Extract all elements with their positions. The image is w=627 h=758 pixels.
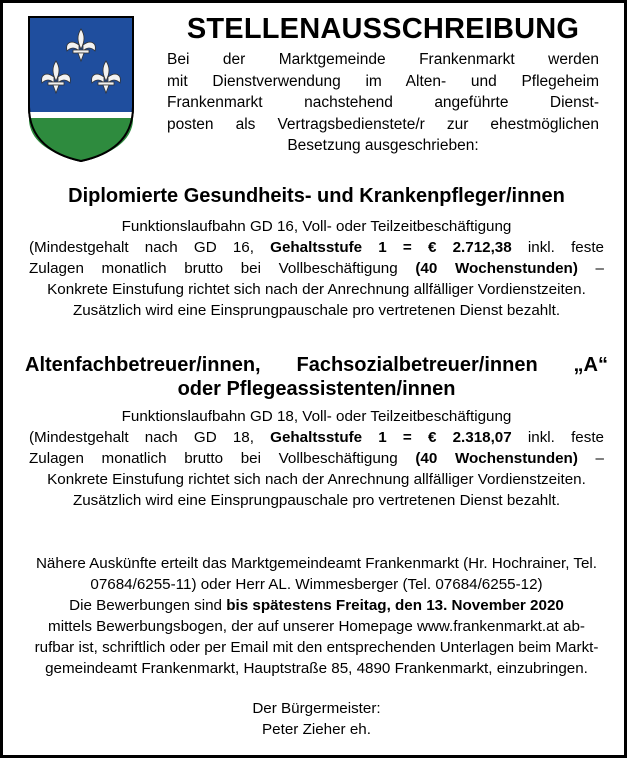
text-span: inkl. feste [511,239,604,256]
position-2-title-line: Altenfachbetreuer/innen, Fachsozialbetreuer/innen „A“ [25,354,608,376]
intro-line: Besetzung ausgeschrieben: [287,137,479,154]
position-2-line [29,448,604,469]
position-2-line: Funktionslaufbahn GD 18, Voll- oder Teilzeitbeschäftigung [121,408,512,425]
text-span: Zulagen monatlich brutto bei Vollbeschäftigung [29,260,416,277]
salary-highlight: Gehaltsstufe 1 = € 2.318,07 [270,429,512,446]
hours-highlight: (40 Wochenstunden) [415,450,578,467]
position-2-line: Zusätzlich wird eine Einsprungpauschale pro vertretenen Dienst bezahlt. [72,492,561,509]
contact-line: 07684/6255-11) oder Herr AL. Wimmesberger (Tel. 07684/6255-12) [90,576,543,593]
position-2-line: Konkrete Einstufung richtet sich nach der Anrechnung allfälliger Vordienstzeiten. [47,471,586,488]
contact-line: rufbar ist, schriftlich oder per Email mit den entsprechenden Unterlagen beim Markt- [34,639,599,656]
intro-line: Frankenmarkt nachstehend angeführte Dienst- [167,94,599,111]
contact-line: gemeindeamt Frankenmarkt, Hauptstraße 85, 4890 Frankenmarkt, einzubringen. [45,660,588,677]
intro-paragraph [167,49,599,157]
position-1-line: Zusätzlich wird eine Einsprungpauschale pro vertretenen Dienst bezahlt. [72,302,561,319]
position-2-title-line: oder Pflegeassistenten/innen [177,378,456,400]
contact-line: mittels Bewerbungsbogen, der auf unserer Homepage www.frankenmarkt.at ab- [48,618,585,635]
contact-line [33,595,600,616]
position-1-line: Konkrete Einstufung richtet sich nach der Anrechnung allfälliger Vordienstzeiten. [47,281,586,298]
text-span: – [577,450,604,467]
salary-highlight: Gehaltsstufe 1 = € 2.712,38 [270,239,512,256]
signature-role: Der Bürgermeister: [252,700,381,717]
text-span: inkl. feste [511,429,604,446]
text-span: – [577,260,604,277]
deadline-highlight: bis spätestens Freitag, den 13. November 2020 [226,597,564,614]
contact-info [33,553,600,679]
intro-line: posten als Vertragsbedienstete/r zur ehestmöglichen [167,115,599,133]
position-2-line [29,427,604,448]
intro-line: Bei der Marktgemeinde Frankenmarkt werden [167,51,599,68]
hours-highlight: (40 Wochenstunden) [415,260,578,277]
position-1-line [29,237,604,258]
contact-line: Nähere Auskünfte erteilt das Marktgemeindeamt Frankenmarkt (Hr. Hochrainer, Tel. [35,555,598,572]
signature-block [203,698,430,740]
text-span: Zulagen monatlich brutto bei Vollbeschäftigung [29,450,416,467]
text-span: (Mindestgehalt nach GD 16, [29,239,271,256]
position-1-description [29,216,604,321]
position-2-description [29,406,604,511]
intro-line: mit Dienstverwendung im Alten- und Pflegeheim [167,72,599,90]
signature-name: Peter Zieher eh. [262,721,371,738]
text-span: Die Bewerbungen sind [69,597,227,614]
text-span: (Mindestgehalt nach GD 18, [29,429,271,446]
position-1-line [29,258,604,279]
page-title: STELLENAUSSCHREIBUNG [186,13,580,45]
position-1-title: Diplomierte Gesundheits- und Krankenpfleger/innen [68,185,565,207]
position-1-line: Funktionslaufbahn GD 16, Voll- oder Teilzeitbeschäftigung [121,218,512,235]
position-2-title [25,353,608,401]
coat-of-arms-icon [27,15,135,163]
